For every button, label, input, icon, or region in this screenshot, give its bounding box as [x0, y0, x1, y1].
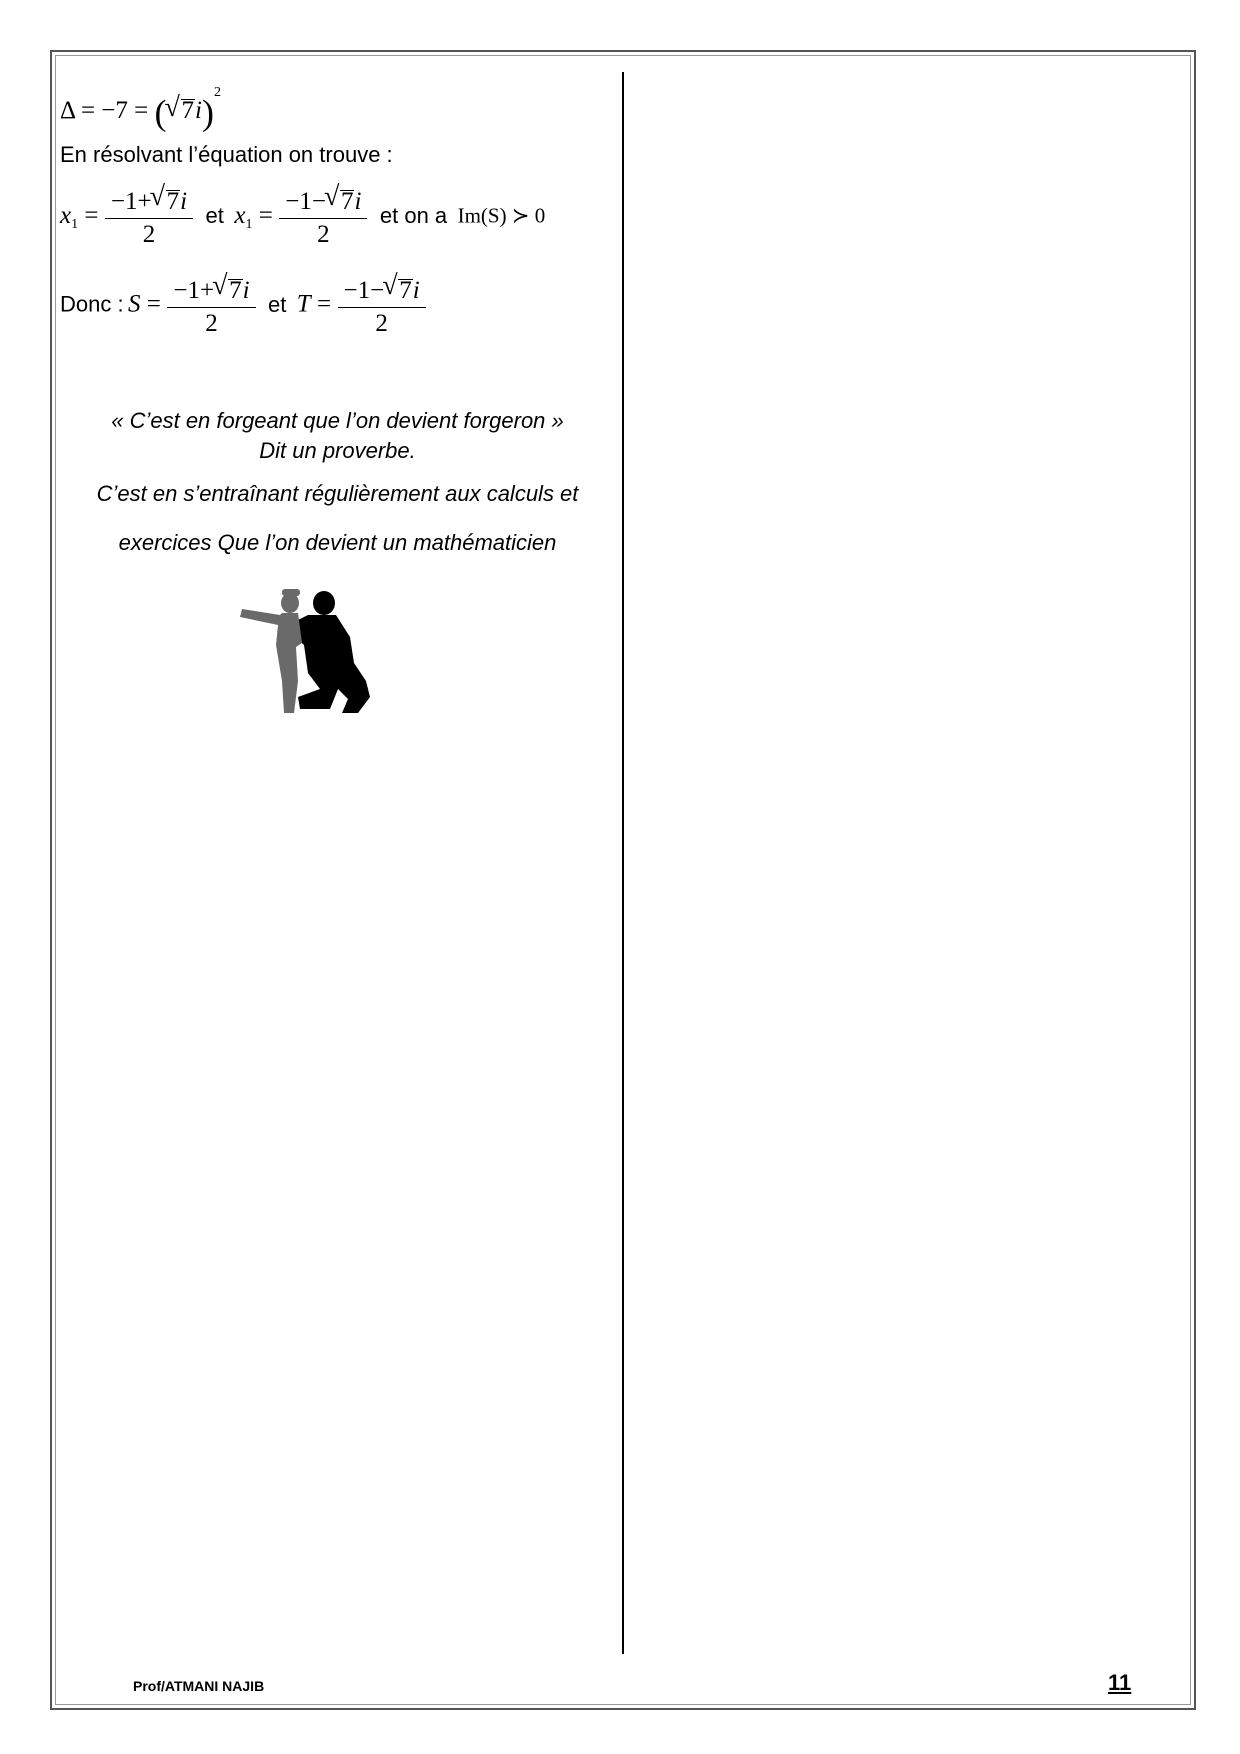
- quote-line-1: « C’est en forgeant que l’on devient forgeron »: [111, 408, 564, 433]
- donc-equation: Donc : S = $\frac{-1+√ 7i}{2}$ et T = $\frac{-1-√ 7i}{2}$: [60, 277, 428, 338]
- column-divider: [622, 72, 624, 1654]
- footer-author: Prof/ATMANI NAJIB: [133, 1678, 265, 1694]
- intro-text: En résolvant l’équation on trouve :: [60, 142, 393, 167]
- delta-symbol: Δ: [60, 97, 75, 124]
- root-2-fraction: $\frac{-1-√ 7i}{2}$: [279, 188, 367, 249]
- delta-equals: = −7 =: [80, 97, 149, 124]
- roots-equation: $x_1$ = $\frac{-1+√ 7i}{2}$ et $x_1$ = $\frac{-1-√ 7i}{2}$ et on a Im(S) ≻ 0: [60, 188, 545, 249]
- sqrt-7: √ 7: [167, 97, 196, 125]
- delta-equation: Δ = −7 = (√ 7i)$^2$: [60, 85, 221, 133]
- root-1-fraction: $\frac{-1+√ 7i}{2}$: [105, 188, 193, 249]
- adult-child-silhouette-image: [238, 585, 378, 715]
- s-fraction: $\frac{-1+√ 7i}{2}$: [167, 277, 255, 338]
- quote-line-2: Dit un proverbe.: [259, 438, 416, 463]
- quote-line-4: exercices Que l’on devient un mathématicien: [118, 530, 557, 555]
- t-fraction: $\frac{-1-√ 7i}{2}$: [338, 277, 426, 338]
- im-condition: Im(S) ≻ 0: [457, 203, 546, 228]
- page-number: 11: [1108, 1670, 1132, 1695]
- quote-line-3: C’est en s’entraînant régulièrement aux calculs et: [96, 481, 579, 506]
- exponent: 2: [213, 85, 221, 100]
